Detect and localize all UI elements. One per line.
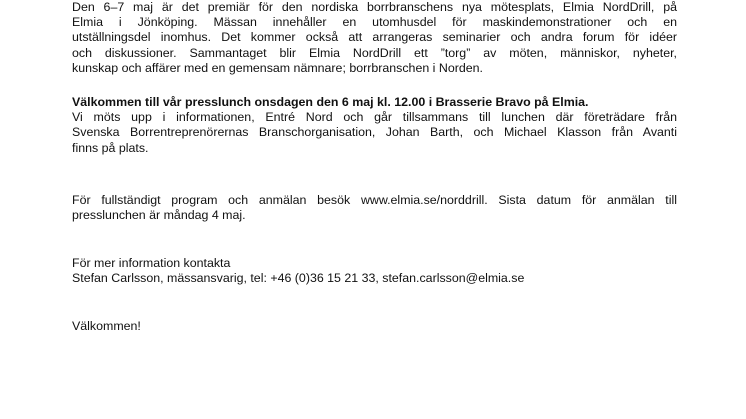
program-line-1: För fullständigt program och anmälan besök www.elmia.se/norddrill. Sista datum för anmälan till <box>72 193 677 207</box>
intro-line-1: Den 6–7 maj är det premiär för den nordiska borrbranschens nya mötesplats, Elmia NordDrill, på <box>72 0 677 14</box>
presslunch-heading: Välkommen till vår presslunch onsdagen den 6 maj kl. 12.00 i Brasserie Bravo på Elmia. <box>72 95 589 109</box>
intro-line-2: Elmia i Jönköping. Mässan innehåller en utomhusdel för maskindemonstrationer och en <box>72 15 677 30</box>
program-paragraph <box>72 193 677 223</box>
contact-paragraph <box>72 256 677 286</box>
contact-details: Stefan Carlsson, mässansvarig, tel: +46 (0)36 15 21 33, stefan.carlsson@elmia.se <box>72 271 525 286</box>
closing-text: Välkommen! <box>72 319 141 333</box>
presslunch-paragraph <box>72 95 677 156</box>
presslunch-line-2: Svenska Borrentreprenörernas Branschorganisation, Johan Barth, och Michael Klasson från Avanti <box>72 125 677 140</box>
intro-line-5: kunskap och affärer med en gemensam nämnare; borrbranschen i Norden. <box>72 60 483 75</box>
closing-paragraph <box>72 319 677 334</box>
intro-line-4: och diskussioner. Sammantaget blir Elmia NordDrill ett ”torg” av möten, människor, nyheter, <box>72 45 677 60</box>
program-line-2: presslunchen är måndag 4 maj. <box>72 208 246 223</box>
intro-line-3: utställningsdel inomhus. Det kommer också att arrangeras seminarier och andra forum för idéer <box>72 30 677 45</box>
presslunch-line-1: Vi möts upp i informationen, Entré Nord och går tillsammans till lunchen där företrädare från <box>72 110 677 125</box>
intro-paragraph <box>72 0 677 76</box>
presslunch-line-3: finns på plats. <box>72 140 149 155</box>
contact-heading: För mer information kontakta <box>72 256 231 270</box>
